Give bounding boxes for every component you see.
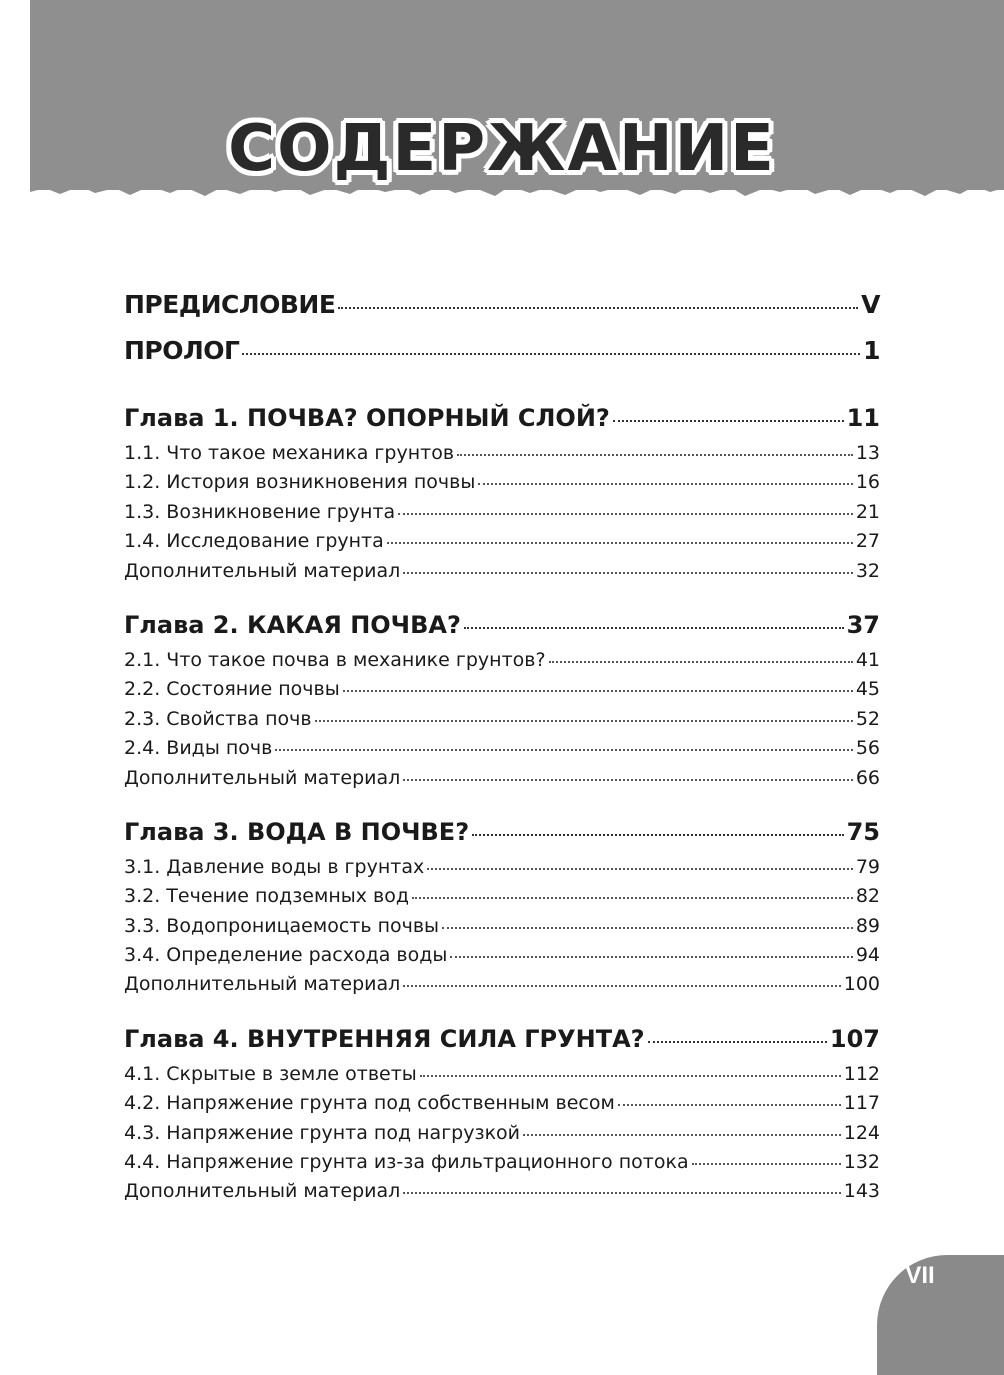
page-title: СОДЕРЖАНИЕ <box>228 112 776 186</box>
dot-leader <box>648 1017 827 1043</box>
section-page: 124 <box>843 1121 880 1144</box>
toc-section[interactable] <box>124 1176 880 1205</box>
chapter-title: Глава 4. ВНУТРЕННЯЯ СИЛА ГРУНТА? <box>124 1024 645 1053</box>
section-title: 3.4. Определение расхода воды <box>124 944 448 967</box>
dot-leader <box>549 642 853 663</box>
section-page: 27 <box>855 530 880 553</box>
section-title: Дополнительный материал <box>124 973 401 996</box>
section-title: 1.3. Возникновение грунта <box>124 500 396 523</box>
dot-leader <box>450 937 852 958</box>
section-title: 2.1. Что такое почва в механике грунтов? <box>124 648 546 671</box>
dot-leader <box>403 1173 840 1194</box>
section-title: 4.3. Напряжение грунта под нагрузкой <box>124 1121 521 1144</box>
section-page: 89 <box>855 914 880 937</box>
section-page: 94 <box>855 944 880 967</box>
dot-leader <box>692 1144 841 1165</box>
section-title: 1.1. Что такое механика грунтов <box>124 442 455 464</box>
toc-section[interactable] <box>124 674 880 703</box>
toc-section[interactable] <box>124 704 880 733</box>
toc-entry-label: ПРОЛОГ <box>124 336 240 365</box>
section-page: 82 <box>855 885 880 908</box>
section-title: 4.2. Напряжение грунта под собственным весом <box>124 1092 615 1115</box>
dot-leader <box>478 464 852 485</box>
dot-leader <box>618 1085 841 1106</box>
dot-leader <box>442 908 853 929</box>
section-title: 4.4. Напряжение грунта из-за фильтрационного потока <box>124 1151 689 1174</box>
dot-leader <box>457 435 853 456</box>
toc-section[interactable] <box>124 526 880 555</box>
section-page: 100 <box>843 973 880 996</box>
toc-entry-page: 1 <box>863 336 880 365</box>
section-title: 3.2. Течение подземных вод <box>124 885 409 908</box>
section-title: 2.4. Виды почв <box>124 737 273 760</box>
section-title: 3.3. Водопроницаемость почвы <box>124 914 440 937</box>
section-title: 3.1. Давление воды в грунтах <box>124 855 425 878</box>
dot-leader <box>315 701 853 722</box>
chapter-page: 11 <box>846 404 880 432</box>
toc-section[interactable] <box>124 556 880 585</box>
section-page: 79 <box>855 855 880 878</box>
toc-entry-preface[interactable] <box>124 282 880 328</box>
toc-section[interactable] <box>124 645 880 674</box>
dot-leader <box>338 282 858 309</box>
dot-leader <box>523 1115 841 1136</box>
section-title: 1.4. Исследование грунта <box>124 530 384 553</box>
section-page: 41 <box>855 648 880 671</box>
toc-section[interactable] <box>124 467 880 496</box>
toc-section[interactable] <box>124 881 880 910</box>
toc-chapter-4[interactable] <box>124 1019 880 1059</box>
section-page: 45 <box>855 678 880 701</box>
dot-leader <box>343 671 853 692</box>
section-page: 16 <box>855 471 880 494</box>
toc-chapter-3[interactable] <box>124 812 880 852</box>
toc-section[interactable] <box>124 497 880 526</box>
section-page: 132 <box>843 1151 880 1174</box>
chapter-title: Глава 3. ВОДА В ПОЧВЕ? <box>124 817 470 846</box>
toc-section[interactable] <box>124 1088 880 1117</box>
section-title: 2.2. Состояние почвы <box>124 678 340 701</box>
chapter-page: 75 <box>846 817 880 846</box>
chapter-page: 37 <box>846 610 880 639</box>
dot-leader <box>464 603 844 629</box>
toc-section[interactable] <box>124 852 880 881</box>
dot-leader <box>398 494 853 515</box>
toc-entry-prologue[interactable] <box>124 328 880 374</box>
section-title: Дополнительный материал <box>124 1180 401 1203</box>
chapter-page: 107 <box>829 1024 880 1053</box>
section-title: 2.3. Свойства почв <box>124 707 312 730</box>
page-number: VII <box>905 1262 935 1289</box>
section-title: Дополнительный материал <box>124 766 401 789</box>
chapter-title: Глава 2. КАКАЯ ПОЧВА? <box>124 610 461 639</box>
section-title: Дополнительный материал <box>124 559 401 582</box>
section-page: 112 <box>843 1062 880 1085</box>
section-title: 1.2. История возникновения почвы <box>124 471 476 494</box>
toc-section[interactable] <box>124 733 880 762</box>
dot-leader <box>403 553 853 574</box>
toc-section[interactable] <box>124 438 880 467</box>
toc-section[interactable] <box>124 763 880 792</box>
dot-leader <box>403 966 840 987</box>
dot-leader <box>242 328 860 355</box>
toc-section[interactable] <box>124 969 880 998</box>
dot-leader <box>613 396 844 422</box>
chapter-title: Глава 1. ПОЧВА? ОПОРНЫЙ СЛОЙ? <box>124 404 610 432</box>
section-page: 143 <box>843 1180 880 1203</box>
toc-section[interactable] <box>124 1059 880 1088</box>
section-page: 13 <box>855 442 880 464</box>
toc-chapter-2[interactable] <box>124 605 880 645</box>
toc-section[interactable] <box>124 940 880 969</box>
dot-leader <box>403 760 853 781</box>
toc-entry-label: ПРЕДИСЛОВИЕ <box>124 290 336 319</box>
section-page: 32 <box>855 559 880 582</box>
dot-leader <box>387 523 853 544</box>
section-page: 56 <box>855 737 880 760</box>
toc-section[interactable] <box>124 1147 880 1176</box>
page-number-tab <box>877 1255 1004 1375</box>
section-page: 66 <box>855 766 880 789</box>
toc-section[interactable] <box>124 911 880 940</box>
dot-leader <box>275 730 852 751</box>
toc-section[interactable] <box>124 1118 880 1147</box>
dot-leader <box>420 1056 841 1077</box>
dot-leader <box>412 878 853 899</box>
section-title: 4.1. Скрытые в земле ответы <box>124 1062 417 1085</box>
toc-entry-page: V <box>861 290 880 319</box>
table-of-contents <box>124 282 880 1206</box>
toc-chapter-1[interactable] <box>124 398 880 438</box>
dot-leader <box>427 849 853 870</box>
section-page: 117 <box>843 1092 880 1115</box>
dot-leader <box>472 810 843 836</box>
section-page: 52 <box>855 707 880 730</box>
section-page: 21 <box>855 500 880 523</box>
